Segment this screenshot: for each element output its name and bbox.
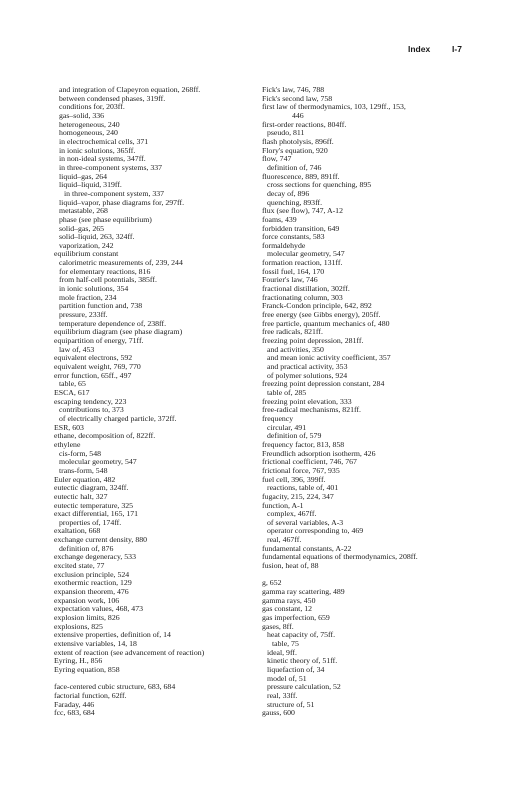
index-entry: explosions, 825 (54, 621, 103, 631)
index-subentry: in non-ideal systems, 347ff. (59, 154, 146, 164)
index-subentry: properties of, 174ff. (59, 517, 122, 527)
page-number: I-7 (452, 44, 462, 54)
index-entry: factorial function, 62ff. (54, 690, 127, 700)
index-entry: freezing point elevation, 333 (262, 396, 352, 406)
index-subentry: liquid–vapor, phase diagrams for, 297ff. (59, 197, 185, 207)
index-subentry: real, 467ff. (267, 535, 302, 545)
index-entry: face-centered cubic structure, 683, 684 (54, 682, 176, 692)
index-subentry: decay of, 896 (267, 188, 310, 198)
index-subentry: from half-cell potentials, 385ff. (59, 275, 157, 285)
index-entry: equipartition of energy, 71ff. (54, 336, 144, 346)
index-entry: foams, 439 (262, 214, 297, 224)
index-subentry: complex, 467ff. (267, 509, 317, 519)
index-entry: g, 652 (262, 578, 282, 588)
index-entry: free-radical mechanisms, 821ff. (262, 405, 362, 415)
index-entry: flash photolysis, 896ff. (262, 136, 334, 146)
index-subentry: for elementary reactions, 816 (59, 266, 151, 276)
section-gap (262, 571, 492, 580)
index-entry: equilibrium constant (54, 249, 119, 259)
index-subentry: temperature dependence of, 238ff. (59, 318, 167, 328)
index-subentry: of polymer solutions, 924 (267, 370, 348, 380)
index-entry: Fick's second law, 758 (262, 93, 333, 103)
index-entry: escaping tendency, 223 (54, 396, 127, 406)
index-subentry: and practical activity, 353 (267, 362, 348, 371)
index-subentry: law of, 453 (59, 344, 95, 354)
index-entry: expansion theorem, 476 (54, 587, 129, 597)
index-entry: fractionating column, 303 (262, 292, 343, 302)
index-subentry: calorimetric measurements of, 239, 244 (59, 258, 183, 268)
index-entry: exclusion principle, 524 (54, 569, 130, 579)
index-subentry: ideal, 9ff. (267, 647, 297, 657)
index-entry: Fick's law, 746, 788 (262, 85, 325, 94)
index-subentry: molecular geometry, 547 (267, 249, 345, 259)
index-subentry: 446 (292, 110, 304, 120)
index-subentry: gas–solid, 336 (59, 110, 105, 120)
index-subentry: and activities, 350 (267, 344, 324, 354)
index-subentry: definition of, 579 (267, 431, 322, 441)
index-entry: freezing point depression, 281ff. (262, 336, 364, 346)
index-entry: forbidden transition, 649 (262, 223, 340, 233)
index-subentry: reactions, table of, 401 (267, 483, 339, 493)
index-subentry: in three-component systems, 337 (59, 162, 163, 172)
index-entry: equivalent electrons, 592 (54, 353, 133, 363)
index-subentry: mole fraction, 234 (59, 292, 117, 302)
index-entry: first law of thermodynamics, 103, 129ff., 153, (262, 102, 406, 112)
index-subentry: of electrically charged particle, 372ff. (59, 413, 177, 423)
index-subentry: in three-component system, 337 (64, 188, 165, 198)
index-subentry: table of, 285 (267, 387, 307, 397)
index-entry: expectation values, 468, 473 (54, 604, 143, 614)
index-subentry: molecular geometry, 547 (59, 457, 137, 467)
index-entry: ESR, 603 (54, 422, 84, 432)
index-entry: exchange current density, 880 (54, 535, 148, 545)
index-entry: Freundlich adsorption isotherm, 426 (262, 448, 376, 458)
index-entry: function, A-1 (262, 500, 304, 510)
index-entry: extent of reaction (see advancement of reaction) (54, 647, 205, 657)
index-entry: frictional force, 767, 935 (262, 465, 340, 475)
index-subentry: model of, 51 (267, 673, 307, 683)
index-entry: force constants, 583 (262, 232, 325, 242)
index-entry: gas constant, 12 (262, 604, 313, 614)
index-entry: ethane, decomposition of, 822ff. (54, 431, 156, 441)
index-subentry: circular, 491 (267, 422, 307, 432)
index-entry: fractional distillation, 302ff. (262, 284, 350, 294)
index-subentry: and mean ionic activity coefficient, 357 (267, 353, 391, 363)
index-subentry: homogeneous, 240 (59, 128, 118, 138)
index-entry: fugacity, 215, 224, 347 (262, 491, 334, 501)
index-subentry: of several variables, A-3 (267, 517, 344, 527)
index-entry: extensive properties, definition of, 14 (54, 630, 171, 640)
index-subentry: pressure calculation, 52 (267, 682, 341, 692)
index-entry: Franck-Condon principle, 642, 892 (262, 301, 372, 311)
index-entry: Flory's equation, 920 (262, 145, 328, 155)
index-subentry: heterogeneous, 240 (59, 119, 120, 129)
index-entry: gas imperfection, 659 (262, 613, 330, 623)
index-entry: expansion work, 106 (54, 595, 120, 605)
index-entry: exchange degeneracy, 533 (54, 552, 136, 562)
index-entry: Eyring equation, 858 (54, 664, 120, 674)
index-subentry: metastable, 268 (59, 206, 108, 216)
index-subentry: liquid–gas, 264 (59, 171, 108, 181)
index-entry: gauss, 600 (262, 708, 295, 718)
index-entry: Euler equation, 482 (54, 474, 116, 484)
index-subentry: table, 65 (59, 379, 86, 389)
index-subentry: and integration of Clapeyron equation, 268ff. (59, 85, 201, 94)
index-subentry: solid–liquid, 263, 324ff. (59, 232, 135, 242)
index-subentry: structure of, 51 (267, 699, 315, 709)
index-entry: flow, 747 (262, 154, 292, 164)
index-entry: extensive variables, 14, 18 (54, 639, 137, 648)
index-subentry: table, 75 (272, 638, 299, 648)
index-subentry: cis-form, 548 (59, 448, 102, 458)
index-subentry: liquid–liquid, 319ff. (59, 180, 122, 190)
index-entry: ESCA, 617 (54, 387, 90, 397)
index-entry: fluorescence, 889, 891ff. (262, 171, 340, 181)
index-entry: fundamental constants, A-22 (262, 543, 352, 553)
index-column-left (54, 86, 254, 718)
index-subentry: pseudo, 811 (267, 128, 305, 138)
index-entry: formation reaction, 131ff. (262, 258, 343, 268)
index-entry: fossil fuel, 164, 170 (262, 266, 325, 276)
index-subentry: partition function and, 738 (59, 301, 143, 311)
index-subentry: vaporization, 242 (59, 240, 114, 250)
index-entry: exothermic reaction, 129 (54, 578, 132, 588)
index-column-right (262, 86, 492, 718)
index-entry: excited state, 77 (54, 561, 105, 571)
index-entry: gases, 8ff. (262, 621, 294, 631)
index-entry: free radicals, 821ff. (262, 327, 323, 337)
index-entry: equivalent weight, 769, 770 (54, 362, 141, 371)
index-entry: Faraday, 446 (54, 699, 95, 709)
index-entry: gamma ray scattering, 489 (262, 587, 345, 597)
index-subentry: contributions to, 373 (59, 405, 124, 415)
index-subentry: in ionic solutions, 354 (59, 284, 129, 294)
index-subentry: definition of, 876 (59, 543, 114, 553)
index-subentry: conditions for, 203ff. (59, 102, 125, 112)
index-entry: fusion, heat of, 88 (262, 561, 319, 571)
index-subentry: trans-form, 548 (59, 465, 108, 475)
index-subentry: kinetic theory of, 51ff. (267, 656, 338, 666)
index-subentry: quenching, 893ff. (267, 197, 323, 207)
index-subentry: heat capacity of, 75ff. (267, 630, 336, 640)
index-entry: error function, 65ff., 497 (54, 370, 132, 380)
index-entry: eutectic diagram, 324ff. (54, 483, 129, 493)
index-subentry: between condensed phases, 319ff. (59, 93, 166, 103)
index-entry: gamma rays, 450 (262, 595, 316, 605)
index-subentry: pressure, 233ff. (59, 310, 108, 320)
index-entry: freezing point depression constant, 284 (262, 379, 385, 389)
index-entry: first-order reactions, 804ff. (262, 119, 347, 129)
index-subentry: phase (see phase equilibrium) (59, 214, 152, 224)
index-entry: equilibrium diagram (see phase diagram) (54, 327, 183, 337)
index-entry: formaldehyde (262, 240, 306, 250)
index-entry: frequency factor, 813, 858 (262, 439, 345, 449)
index-entry: exaltation, 668 (54, 526, 101, 536)
index-entry: Eyring, H., 856 (54, 656, 103, 666)
index-entry: fuel cell, 396, 399ff. (262, 474, 326, 484)
index-entry: eutectic temperature, 325 (54, 500, 134, 510)
index-entry: free energy (see Gibbs energy), 205ff. (262, 310, 381, 320)
index-entry: frictional coefficient, 746, 767 (262, 457, 357, 467)
index-entry: ethylene (54, 439, 81, 449)
index-subentry: definition of, 746 (267, 162, 322, 172)
index-entry: flux (see flow), 747, A-12 (262, 206, 343, 216)
index-entry: eutectic halt, 327 (54, 491, 108, 501)
index-subentry: in ionic solutions, 365ff. (59, 145, 136, 155)
index-entry: exact differential, 165, 171 (54, 509, 139, 519)
index-subentry: cross sections for quenching, 895 (267, 180, 372, 190)
index-subentry: liquefaction of, 34 (267, 664, 325, 674)
index-entry: free particle, quantum mechanics of, 480 (262, 318, 390, 328)
running-head: Index (408, 44, 431, 54)
index-entry: fundamental equations of thermodynamics, 208ff. (262, 552, 418, 562)
index-entry: fcc, 683, 684 (54, 708, 95, 718)
index-subentry: in electrochemical cells, 371 (59, 136, 149, 146)
index-subentry: operator corresponding to, 469 (267, 526, 364, 536)
index-entry: frequency (262, 413, 294, 423)
page-header (0, 44, 518, 58)
index-subentry: real, 33ff. (267, 690, 298, 700)
index-subentry: solid–gas, 265 (59, 223, 105, 233)
index-entry: explosion limits, 826 (54, 613, 120, 623)
index-entry: Fourier's law, 746 (262, 275, 318, 285)
